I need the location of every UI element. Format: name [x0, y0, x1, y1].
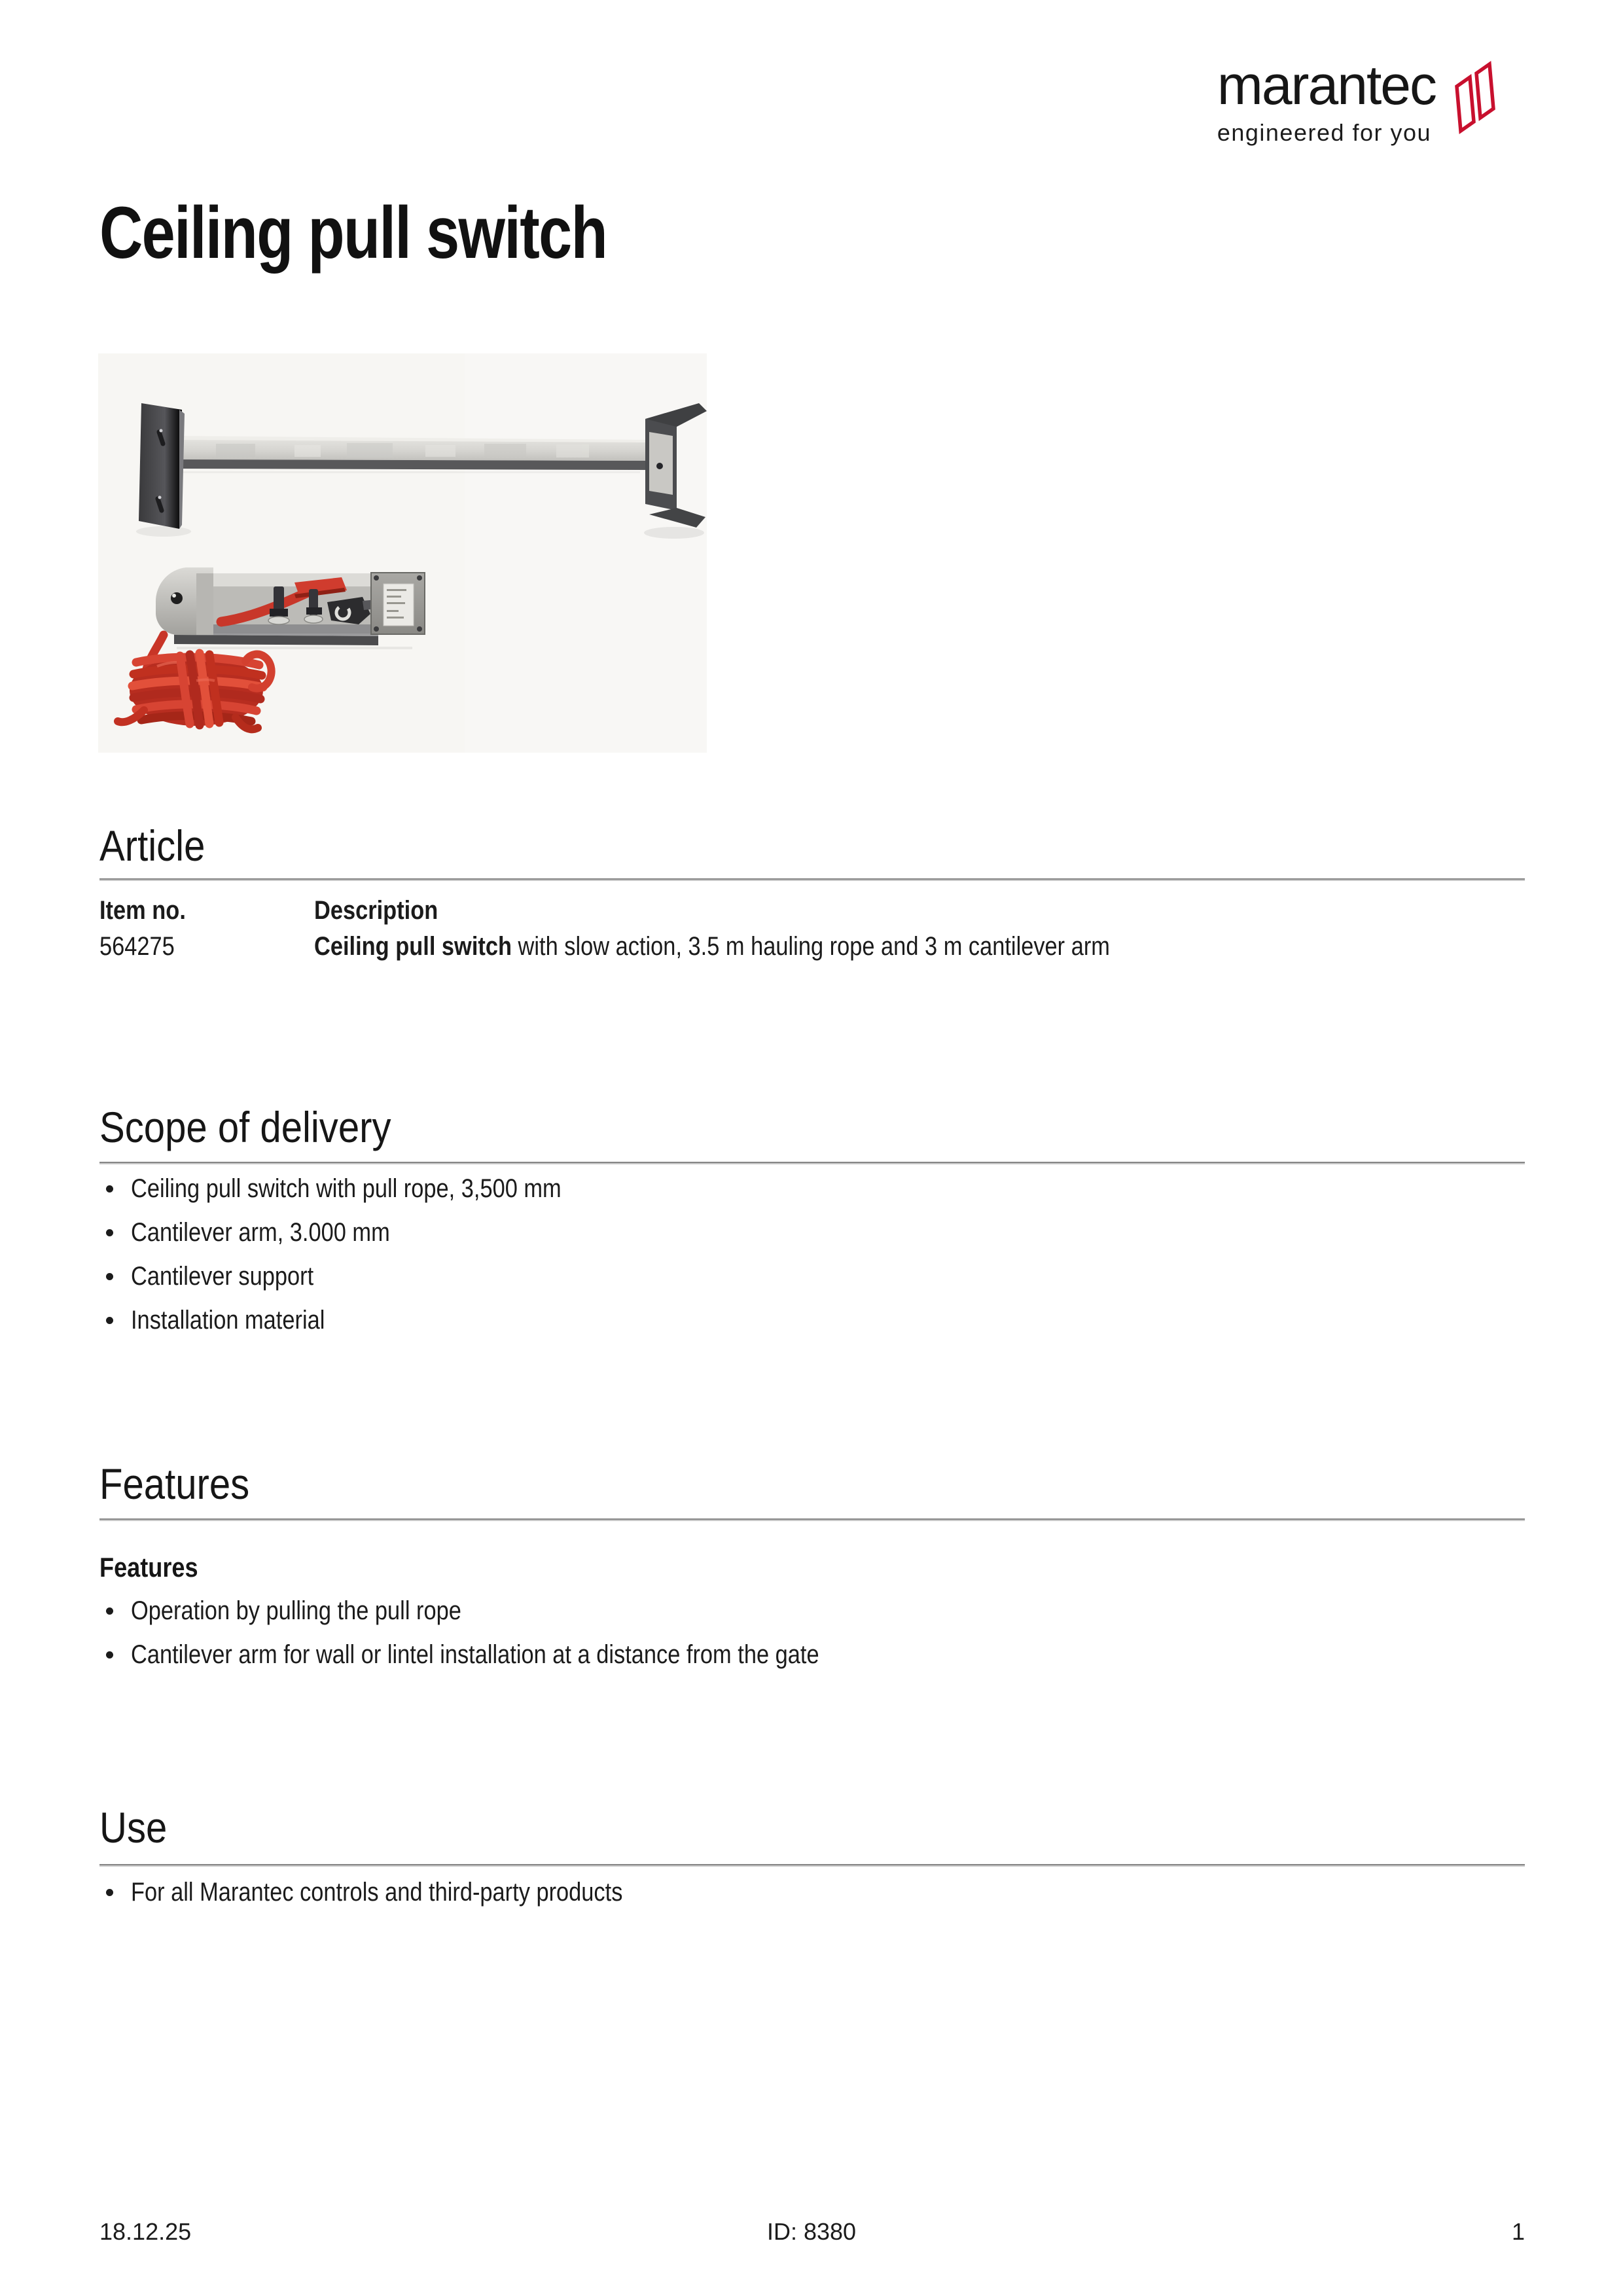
article-description-product: Ceiling pull switch: [314, 932, 512, 961]
section-divider: [99, 878, 1525, 881]
bullet-icon: [106, 1229, 113, 1236]
section-divider: [99, 1518, 1525, 1521]
article-description: [314, 933, 1240, 960]
article-item-number: 564275: [99, 932, 175, 961]
datasheet-page: marantec engineered for you Ceiling pull switch Article Item no. Description 564275 Ceiling pull switch with slow action, 3.5 m hauling rope and 3 m cantilever arm Scope of delivery Ceiling pull switch with pull rope, 3,500 mm Cantilever arm, 3.000 mm Cantilever support Installation material Features Features Operation by pulling the pull rope Cantilever arm for wall or lintel installation at a distance from the gate Use For all Marantec controls and third-party products 18.12.25 ID: 8380 1: [0, 0, 1623, 2296]
section-heading-scope: Scope of delivery: [99, 1103, 391, 1151]
section-heading-use: Use: [99, 1803, 168, 1852]
bullet-icon: [106, 1651, 113, 1659]
section-divider: [99, 1162, 1525, 1164]
bullet-icon: [106, 1273, 113, 1280]
features-subheading: Features: [99, 1552, 198, 1583]
footer-page-number: 1: [1511, 2218, 1525, 2245]
footer-document-id: ID: 8380: [766, 2218, 857, 2245]
bullet-icon: [106, 1317, 113, 1324]
section-divider: [99, 1864, 1525, 1867]
product-photo: [98, 353, 707, 753]
section-heading-article: Article: [99, 821, 205, 870]
bullet-icon: [106, 1185, 113, 1193]
article-description-detail: with slow action, 3.5 m hauling rope and 3 m cantilever arm: [511, 932, 1110, 961]
brand-name: marantec: [1217, 54, 1436, 116]
section-heading-features: Features: [99, 1460, 250, 1508]
brand-logo-text: [1217, 54, 1436, 147]
footer-date: 18.12.25: [99, 2218, 192, 2245]
brand-tagline: engineered for you: [1217, 119, 1432, 146]
column-header-description: Description: [314, 896, 438, 925]
column-header-item-no: Item no.: [99, 896, 186, 925]
marantec-symbol-icon: [1448, 58, 1500, 138]
bullet-icon: [106, 1889, 113, 1896]
brand-logo: [1217, 54, 1500, 147]
bullet-icon: [106, 1607, 113, 1615]
page-title: Ceiling pull switch: [99, 192, 607, 274]
